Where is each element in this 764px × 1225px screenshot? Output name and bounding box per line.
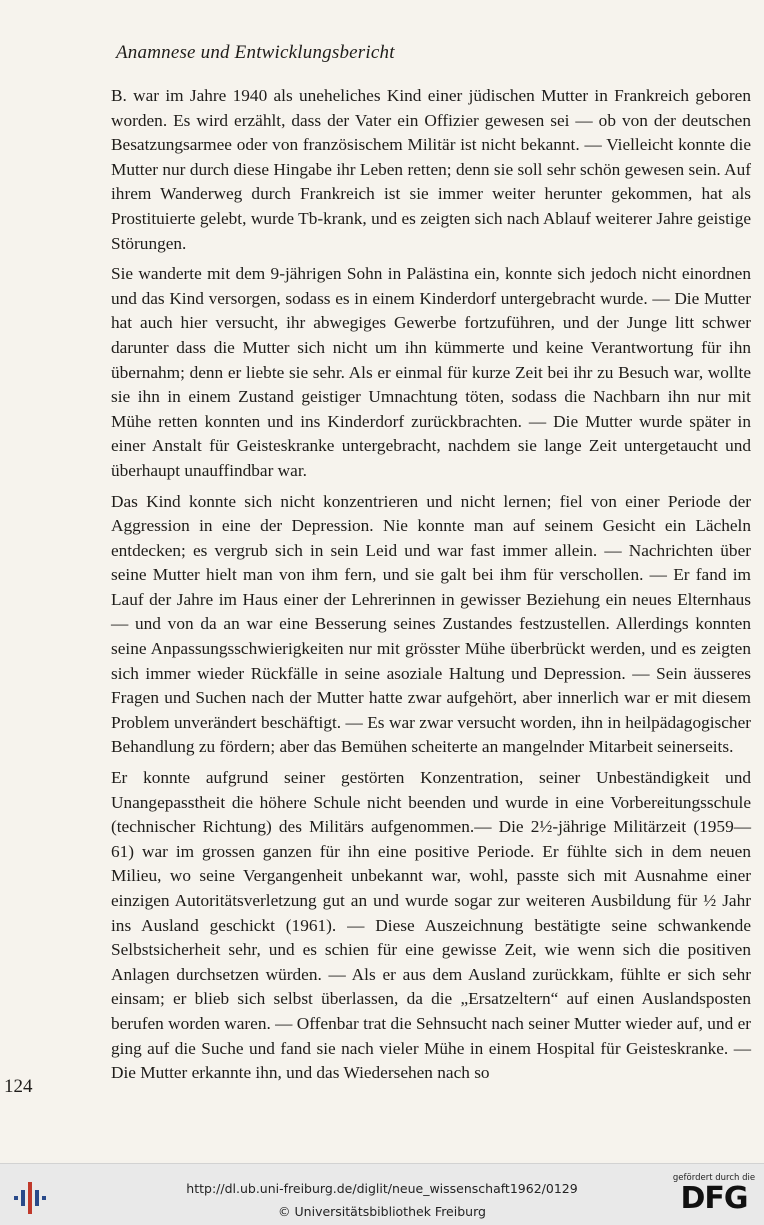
paragraph: Sie wanderte mit dem 9-jährigen Sohn in Palästina ein, konnte sich jedoch nicht einordnen und das Kind versorgen, sodass es in einem Kinderdorf untergebracht wurde. — Die Mutter hat auch hier versucht, ihr abwegiges Gewerbe fortzuführen, und der Junge litt schwer darunter dass die Mutter sich nicht um ihn kümmerte und keine Verantwortung für ihn übernahm; denn er liebte sie sehr. Als er einmal für kurze Zeit bei ihr zu Besuch war, wollte sie ihn in einem Zustand geistiger Umnachtung töten, sodass die Nachbarn ihn nur mit Mühe retten konnten und ins Kinderdorf zurückbrachten. — Die Mutter wurde später in einer Anstalt für Geisteskranke untergebracht, nachdem sie lange Zeit untergetaucht und überhaupt unauffindbar war. [111,264,751,480]
permalink-url[interactable]: http://dl.ub.uni-freiburg.de/diglit/neue_wissenschaft1962/0129 [186,1181,578,1196]
dfg-note: gefördert durch die [672,1173,756,1183]
viewer-footer [0,1163,764,1225]
page-number: 124 [4,1076,33,1097]
dfg-funding-badge[interactable] [672,1173,756,1215]
paragraph: Er konnte aufgrund seiner gestörten Konzentration, seiner Unbeständigkeit und Unangepasstheit die höhere Schule nicht beenden und wurde in eine Vorbereitungsschule (technischer Richtung) des Militärs aufgenommen.— Die 2½-jährige Militärzeit (1959—61) war im grossen ganzen für ihn eine positive Periode. Er fühlte sich in dem neuen Milieu, wo seine Vergangenheit unbekannt war, wohl, passte sich mit Ausnahme einer einzigen Autoritätsverletzung gut an und wurde sogar zur weiteren Ausbildung für ½ Jahr ins Ausland geschickt (1961). — Diese Auszeichnung bestätigte seine schwankende Selbstsicherheit sehr, und es schien für eine gewisse Zeit, wie wenn sich die positiven Anlagen durchsetzen würden. — Als er aus dem Ausland zurückkam, fühlte er sich sehr einsam; er blieb sich selbst überlassen, da die „Ersatzeltern“ auf einen Auslandsposten berufen worden waren. — Offenbar trat die Sehnsucht nach seiner Mutter wieder auf, und er ging auf die Suche und fand sie nach vieler Mühe in einem Hospital für Geisteskranke. — Die Mutter erkannte ihn, und das Wiedersehen nach so [111,768,751,1083]
dfg-logo: DFG [680,1181,748,1216]
running-header: Anamnese und Entwicklungsbericht [116,42,395,63]
paragraph: B. war im Jahre 1940 als uneheliches Kind einer jüdischen Mutter in Frankreich geboren worden. Es wird erzählt, dass der Vater ein Offizier gewesen sei — ob von der deutschen Besatzungsarmee oder von französischem Militär ist nicht bekannt. — Vielleicht konnte die Mutter nur durch diese Hingabe ihr Leben retten; denn sie soll sehr schön gewesen sein. Auf ihrem Wanderweg durch Frankreich ist sie immer weiter herunter gekommen, hat als Prostituierte gelebt, wurde Tb-krank, und es zeigten sich nach Ablauf weiterer Jahre geistige Störungen. [111,86,751,253]
copyright-notice: © Universitätsbibliothek Freiburg [278,1204,486,1219]
body-text [111,84,751,1092]
paragraph: Das Kind konnte sich nicht konzentrieren und nicht lernen; fiel von einer Periode der Aggression in eine der Depression. Nie konnte man auf seinem Gesicht ein Lächeln entdecken; es vergrub sich in sein Leid und war fast immer allein. — Nachrichten über seine Mutter hielt man von ihm fern, und sie galt bei ihm für verschollen. — Er fand im Lauf der Jahre im Haus einer der Lehrerinnen in gewisser Beziehung ein neues Elternhaus — und von da an war eine Besserung seines Zustandes festzustellen. Allerdings konnten seine Anpassungsschwierigkeiten nur mit grösster Mühe überbrückt werden, und es zeigten sich immer wieder Rückfälle in seine asoziale Haltung und Depression. — Sein äusseres Fragen und Suchen nach der Mutter hatte zwar aufgehört, aber innerlich war er mit diesem Problem unverändert beschäftigt. — Es war zwar versucht worden, ihn in heilpädagogischer Behandlung zu fördern; aber das Bemühen scheiterte an mangelnder Mitarbeit seinerseits. [111,491,751,757]
